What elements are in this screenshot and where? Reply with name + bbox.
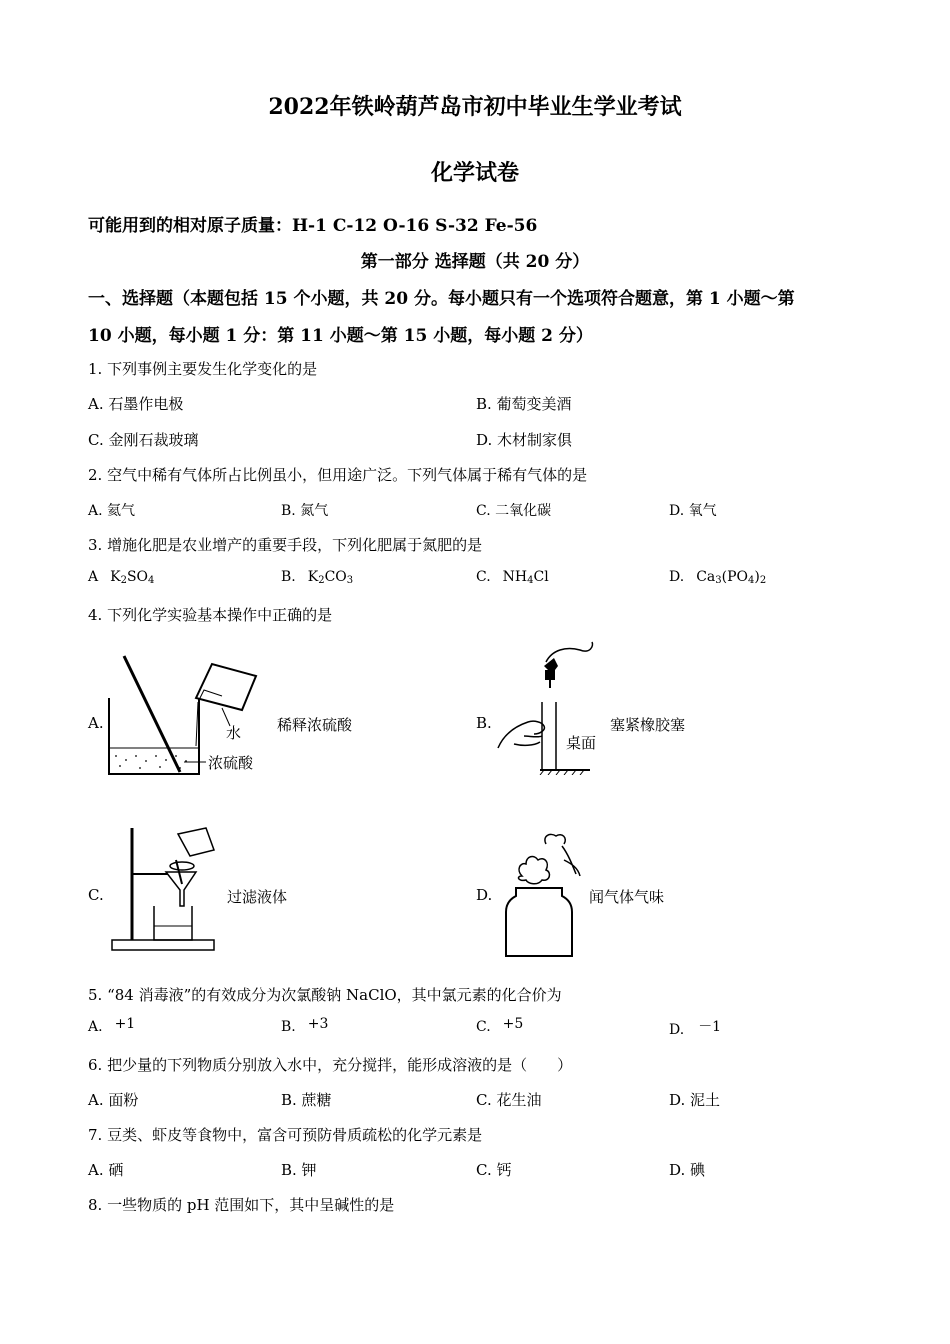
q6-stem: 6. 把少量的下列物质分别放入水中，充分搅拌，能形成溶液的是（ ） — [88, 1056, 573, 1074]
smelling-gas-figure — [502, 830, 584, 958]
q3-formula-k2so4: $K_2SO_4$ — [110, 569, 155, 586]
filtration-figure — [110, 822, 218, 954]
q2-stem: 2. 空气中稀有气体所占比例虽小，但用途广泛。下列气体属于稀有气体的是 — [88, 466, 588, 484]
q6-option-c: C. 花生油 — [476, 1091, 542, 1109]
q6-option-a: A. 面粉 — [88, 1091, 139, 1109]
q4-c-caption: 过滤液体 — [227, 888, 288, 906]
q1-option-a: A. 石墨作电极 — [88, 395, 184, 413]
q5-option-a-letter: A. — [88, 1019, 103, 1035]
q5-option-d-letter: D. — [669, 1022, 685, 1038]
q2-option-b: B. 氮气 — [281, 503, 329, 519]
q5-stem: 5. “84 消毒液”的有效成分为次氯酸钠 NaClO，其中氯元素的化合价为 — [88, 986, 562, 1004]
exam-subtitle: 化学试卷 — [430, 160, 519, 186]
q1-option-d: D. 木材制家俱 — [476, 431, 573, 449]
q3-formula-ca3po42: $Ca_3(PO_4)_2$ — [696, 569, 767, 586]
q7-stem: 7. 豆类、虾皮等食物中，富含可预防骨质疏松的化学元素是 — [88, 1126, 483, 1144]
q7-option-a: A. 硒 — [88, 1161, 124, 1179]
q5-option-c-value: +5 — [502, 1016, 524, 1032]
q1-option-b: B. 葡萄变美酒 — [476, 395, 572, 413]
q3-formula-k2co3: $K_2CO_3$ — [307, 569, 354, 586]
q5-option-b — [281, 1016, 329, 1035]
q6-option-b: B. 蔗糖 — [281, 1091, 332, 1109]
q3-stem: 3. 增施化肥是农业增产的重要手段，下列化肥属于氮肥的是 — [88, 536, 483, 554]
q2-option-a: A. 氦气 — [88, 503, 136, 519]
q8-stem: 8. 一些物质的 pH 范围如下，其中呈碱性的是 — [88, 1196, 395, 1214]
q3-option-b-letter: B. — [281, 569, 296, 585]
q4-stem: 4. 下列化学实验基本操作中正确的是 — [88, 606, 333, 624]
q5-option-d — [669, 1019, 721, 1039]
table-label: 桌面 — [566, 734, 597, 752]
q1-stem: 1. 下列事例主要发生化学变化的是 — [88, 360, 318, 378]
q5-option-b-value: +3 — [307, 1016, 329, 1032]
q5-option-c-letter: C. — [476, 1019, 491, 1035]
q1-option-c: C. 金刚石裁玻璃 — [88, 431, 199, 449]
q3-formula-nh4cl: $NH_4Cl$ — [502, 569, 549, 586]
q5-option-c — [476, 1016, 524, 1035]
section-one-line-1: 一、选择题（本题包括 15 个小题，共 20 分。每小题只有一个选项符合题意，第 1 小题～第 — [88, 289, 795, 309]
concentrated-acid-label: 浓硫酸 — [208, 754, 254, 772]
q3-option-d — [669, 569, 766, 586]
q7-option-d: D. 碘 — [669, 1161, 706, 1179]
q4-option-d: D. — [476, 886, 493, 904]
q4-option-c: C. — [88, 886, 104, 904]
q7-option-b: B. 钾 — [281, 1161, 317, 1179]
q3-option-a-letter: A — [88, 569, 99, 585]
q2-option-d: D. 氧气 — [669, 503, 717, 519]
q3-option-b — [281, 569, 353, 586]
water-label: 水 — [226, 724, 242, 742]
q3-option-d-letter: D. — [669, 569, 685, 585]
q2-option-c: C. 二氧化碳 — [476, 503, 552, 519]
q4-option-a: A. — [88, 714, 104, 732]
section-one-line-2: 10 小题，每小题 1 分：第 11 小题～第 15 小题，每小题 2 分） — [88, 326, 593, 346]
part-one-heading: 第一部分 选择题（共 20 分） — [360, 252, 590, 272]
q5-option-a-value: +1 — [114, 1016, 136, 1032]
q4-d-caption: 闻气体气味 — [589, 888, 665, 906]
q6-option-d: D. 泥土 — [669, 1091, 721, 1109]
q4-b-caption: 塞紧橡胶塞 — [610, 716, 686, 734]
q3-option-c — [476, 569, 549, 586]
q5-option-a — [88, 1016, 136, 1035]
q5-option-d-value: －1 — [698, 1019, 722, 1035]
exam-title: 2022年铁岭葫芦岛市初中毕业生学业考试 — [268, 94, 682, 120]
atomic-mass-line: 可能用到的相对原子质量：H-1 C-12 O-16 S-32 Fe-56 — [88, 216, 538, 236]
q4-a-caption: 稀释浓硫酸 — [277, 716, 353, 734]
q3-option-c-letter: C. — [476, 569, 491, 585]
q3-option-a — [88, 569, 154, 586]
q5-option-b-letter: B. — [281, 1019, 296, 1035]
q7-option-c: C. 钙 — [476, 1161, 512, 1179]
q4-option-b: B. — [476, 714, 492, 732]
dilute-acid-figure — [104, 650, 274, 780]
stopper-figure — [494, 640, 606, 775]
